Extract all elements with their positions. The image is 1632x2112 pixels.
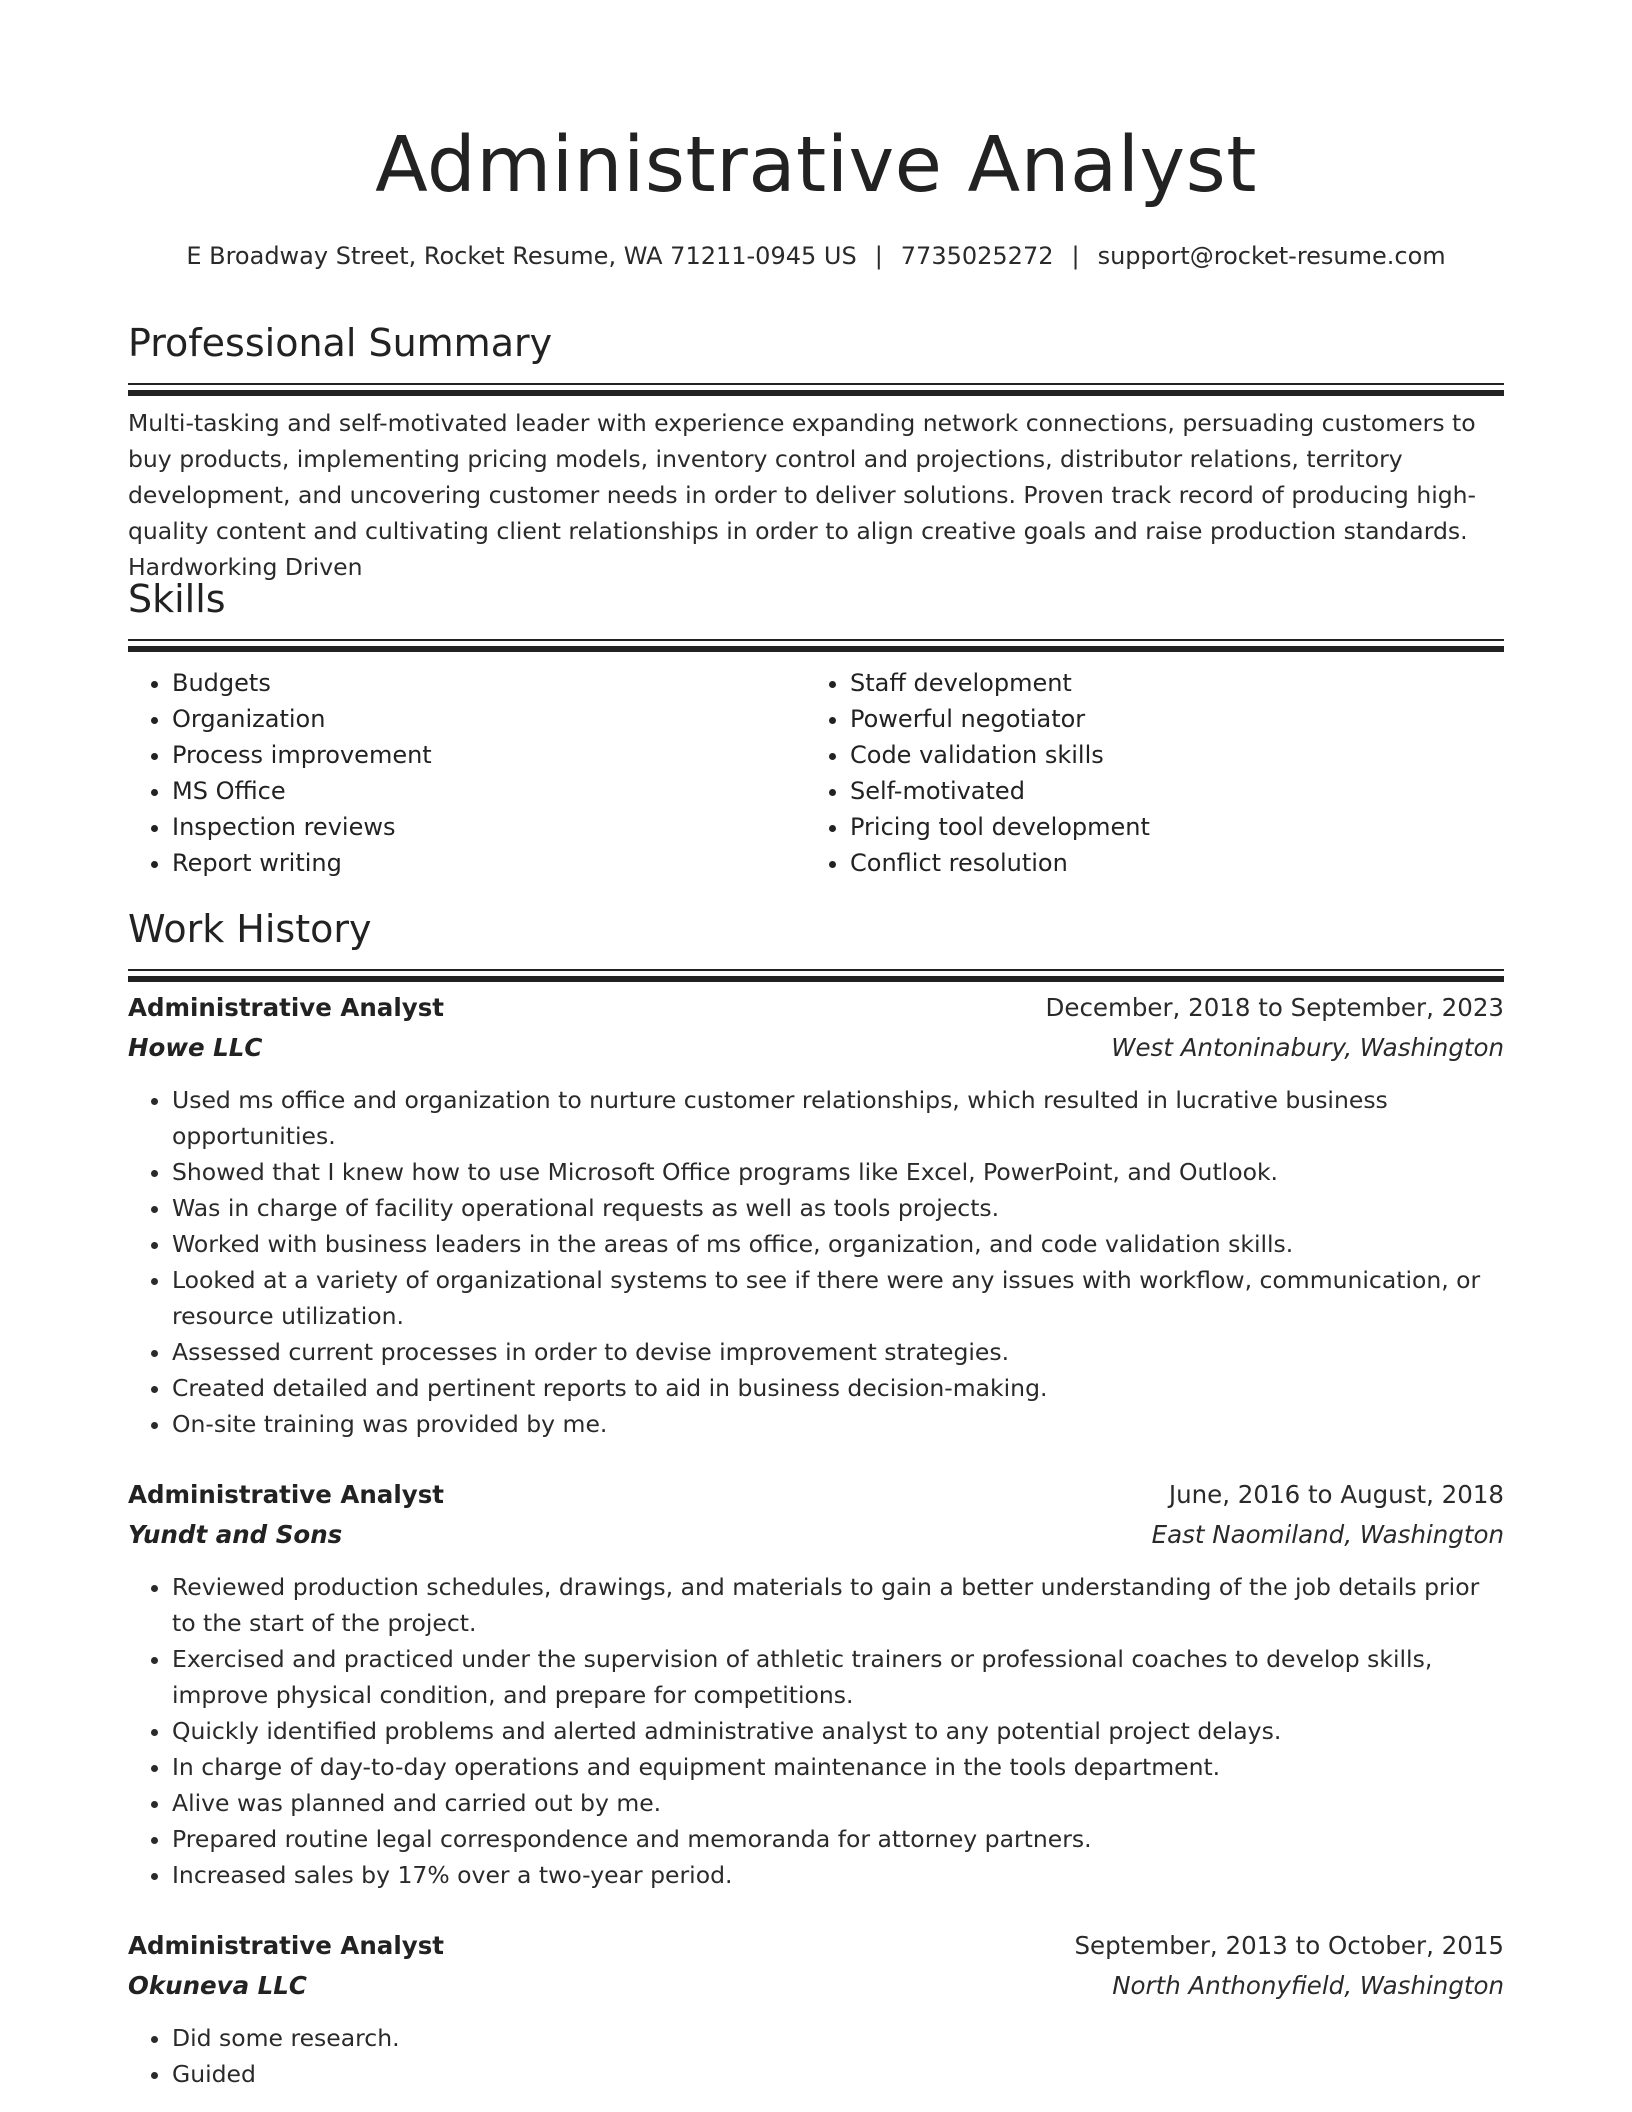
job-location: East Naomiland, Washington — [1151, 1520, 1504, 1549]
work-section-header — [128, 906, 1504, 982]
job-entry — [128, 1477, 1504, 1893]
job-company-row — [128, 1517, 1504, 1557]
job-location: West Antoninabury, Washington — [1111, 1033, 1504, 1062]
section-divider — [128, 969, 1504, 971]
job-bullet: • Showed that I knew how to use Microsoft Office programs like Excel, PowerPoint, and Outlook. — [172, 1154, 1504, 1190]
summary-heading: Professional Summary — [128, 321, 553, 365]
job-bullet: • Exercised and practiced under the supervision of athletic trainers or professional coaches to develop skills, improve physical condition, and prepare for competitions. — [172, 1641, 1504, 1713]
job-bullet: • On-site training was provided by me. — [172, 1406, 1504, 1442]
job-header-row — [128, 1477, 1504, 1517]
job-title: Administrative Analyst — [128, 1480, 444, 1509]
job-bullet: • Looked at a variety of organizational systems to see if there were any issues with workflow, communication, or resource utilization. — [172, 1262, 1504, 1334]
job-title: Administrative Analyst — [128, 1931, 444, 1960]
contact-email[interactable]: support@rocket-resume.com — [1097, 242, 1446, 270]
job-title: Administrative Analyst — [128, 993, 444, 1022]
skill-item: • Code validation skills — [850, 737, 1150, 773]
job-bullet: • Guided — [172, 2056, 1504, 2092]
job-bullet: • Did some research. — [172, 2020, 1504, 2056]
resume-title: Administrative Analyst — [375, 121, 1257, 210]
job-entry — [128, 1928, 1504, 2092]
contact-phone: 7735025272 — [900, 242, 1054, 270]
contact-separator: | — [874, 242, 883, 270]
job-dates: December, 2018 to September, 2023 — [1045, 993, 1504, 1022]
job-dates: September, 2013 to October, 2015 — [1074, 1931, 1504, 1960]
job-bullet: • In charge of day-to-day operations and equipment maintenance in the tools department. — [172, 1749, 1504, 1785]
job-company: Okuneva LLC — [128, 1971, 307, 2000]
job-company: Howe LLC — [128, 1033, 263, 1062]
job-header-row — [128, 990, 1504, 1030]
section-divider — [128, 639, 1504, 641]
skills-column-left — [128, 665, 432, 881]
skill-item: • Process improvement — [172, 737, 432, 773]
skill-item: • Organization — [172, 701, 432, 737]
job-bullet: • Was in charge of facility operational requests as well as tools projects. — [172, 1190, 1504, 1226]
contact-separator: | — [1071, 242, 1080, 270]
contact-address: E Broadway Street, Rocket Resume, WA 71211-0945 US — [186, 242, 857, 270]
job-entry — [128, 990, 1504, 1442]
job-location: North Anthonyfield, Washington — [1112, 1971, 1504, 2000]
skills-section-header — [128, 576, 1504, 652]
section-divider — [128, 390, 1504, 396]
skill-item: • Staff development — [850, 665, 1150, 701]
contact-line — [88, 240, 1544, 272]
skills-heading: Skills — [128, 577, 226, 621]
section-divider — [128, 383, 1504, 385]
skill-item: • MS Office — [172, 773, 432, 809]
job-header-row — [128, 1928, 1504, 1968]
job-bullet: • Created detailed and pertinent reports to aid in business decision-making. — [172, 1370, 1504, 1406]
job-bullet: • Worked with business leaders in the areas of ms office, organization, and code validation skills. — [172, 1226, 1504, 1262]
job-company-row — [128, 1030, 1504, 1070]
skills-column-right — [806, 665, 1150, 881]
section-divider — [128, 646, 1504, 652]
job-company-row — [128, 1968, 1504, 2008]
job-company: Yundt and Sons — [128, 1520, 343, 1549]
job-bullet: • Increased sales by 17% over a two-year period. — [172, 1857, 1504, 1893]
summary-text: Multi-tasking and self-motivated leader with experience expanding network connections, persuading customers to buy products, implementing pricing models, inventory control and projections, distributor relations, territory development, and uncovering customer needs in order to deliver solutions. Proven track record of producing high-quality content and cultivating client relationships in order to align creative goals and raise production standards. Hardworking Driven — [128, 409, 1477, 581]
section-divider — [128, 976, 1504, 982]
skill-item: • Conflict resolution — [850, 845, 1150, 881]
summary-section-header — [128, 320, 1504, 396]
job-bullets — [128, 2020, 1504, 2092]
job-bullets — [128, 1082, 1504, 1442]
job-bullets — [128, 1569, 1504, 1893]
job-bullet: • Reviewed production schedules, drawings, and materials to gain a better understanding of the job details prior to the start of the project. — [172, 1569, 1504, 1641]
job-bullet: • Assessed current processes in order to devise improvement strategies. — [172, 1334, 1504, 1370]
skill-item: • Report writing — [172, 845, 432, 881]
work-heading: Work History — [128, 907, 372, 951]
job-bullet: • Used ms office and organization to nurture customer relationships, which resulted in lucrative business opportunities. — [172, 1082, 1504, 1154]
job-dates: June, 2016 to August, 2018 — [1168, 1480, 1504, 1509]
skill-item: • Inspection reviews — [172, 809, 432, 845]
skill-item: • Budgets — [172, 665, 432, 701]
skill-item: • Pricing tool development — [850, 809, 1150, 845]
skill-item: • Self-motivated — [850, 773, 1150, 809]
job-bullet: • Alive was planned and carried out by me. — [172, 1785, 1504, 1821]
job-bullet: • Quickly identified problems and alerted administrative analyst to any potential project delays. — [172, 1713, 1504, 1749]
skill-item: • Powerful negotiator — [850, 701, 1150, 737]
job-bullet: • Prepared routine legal correspondence and memoranda for attorney partners. — [172, 1821, 1504, 1857]
